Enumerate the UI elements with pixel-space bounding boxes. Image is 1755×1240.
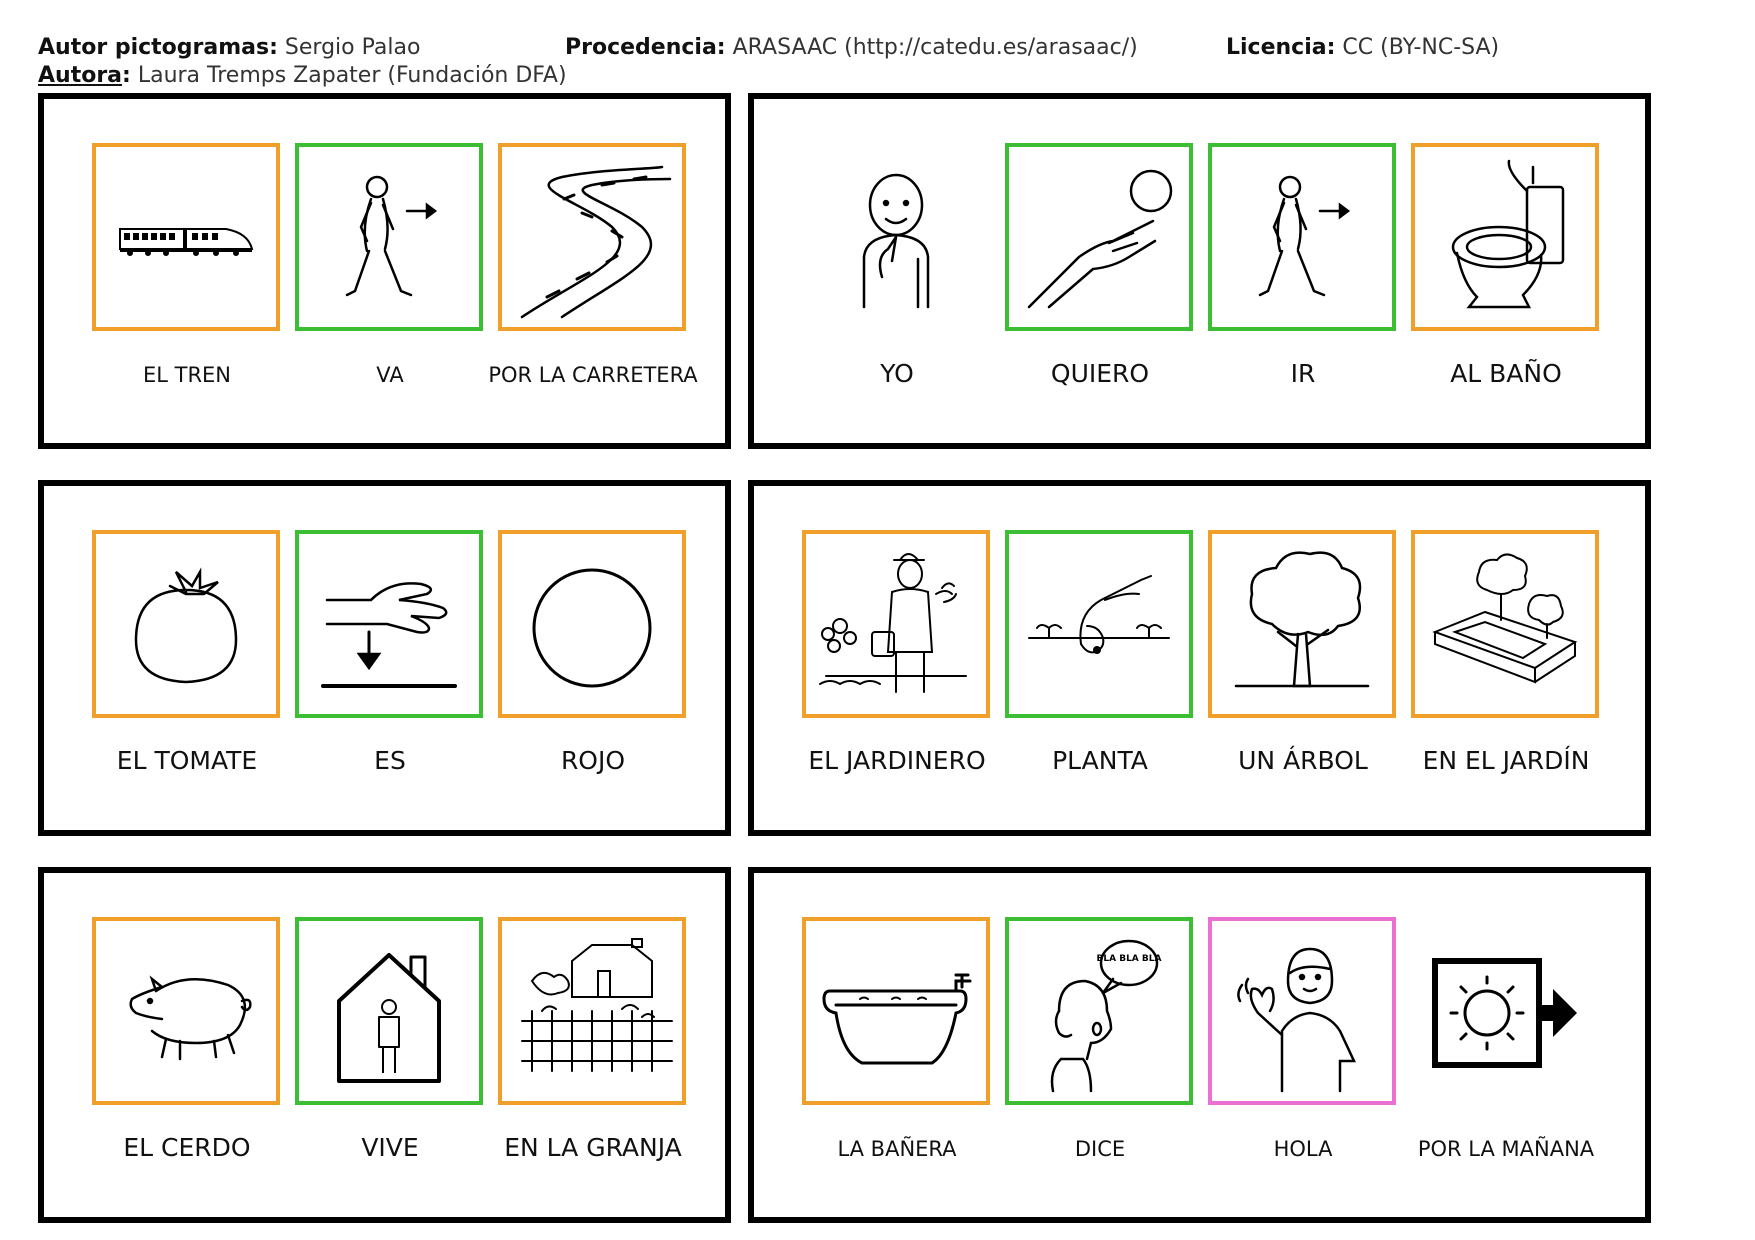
gardener-icon	[806, 534, 986, 714]
walk-icon	[299, 147, 479, 327]
source-label: Procedencia:	[565, 35, 726, 60]
pictogram-card	[498, 143, 686, 331]
pictogram-card	[802, 917, 990, 1105]
author-value: Sergio Palao	[284, 35, 421, 60]
pictogram-card	[295, 143, 483, 331]
word-label: HOLA	[1273, 1137, 1333, 1161]
toilet-icon	[1415, 147, 1595, 327]
pictogram-card	[92, 917, 280, 1105]
word-label: LA BAÑERA	[837, 1137, 957, 1161]
word-label: EN LA GRANJA	[504, 1133, 682, 1162]
sentence-panel-3	[38, 480, 731, 836]
pictogram-card	[1208, 530, 1396, 718]
pictogram-card	[1208, 143, 1396, 331]
word-label: YO	[880, 359, 914, 388]
pictogram-card	[802, 530, 990, 718]
word-label: UN ÁRBOL	[1238, 746, 1368, 775]
house-icon	[299, 921, 479, 1101]
pig-icon	[96, 921, 276, 1101]
sentence-panel-1	[38, 93, 731, 449]
pictogram-card	[92, 143, 280, 331]
tomato-icon	[96, 534, 276, 714]
author-label: Autor pictogramas:	[38, 35, 278, 60]
authoress-colon: :	[122, 63, 131, 88]
sentence-panel-5	[38, 867, 731, 1223]
pictogram-card	[295, 917, 483, 1105]
hello-icon	[1212, 921, 1392, 1101]
word-label: VIVE	[361, 1133, 419, 1162]
word-label: EL JARDINERO	[808, 746, 986, 775]
sentence-panel-2	[748, 93, 1651, 449]
pictogram-card	[1411, 917, 1599, 1105]
pictogram-card	[1411, 143, 1599, 331]
pictogram-card	[1005, 530, 1193, 718]
me-icon	[806, 147, 986, 327]
word-label: ES	[374, 746, 406, 775]
word-label: POR LA MAÑANA	[1417, 1137, 1595, 1161]
sentence-panel-6	[748, 867, 1651, 1223]
bathtub-icon	[806, 921, 986, 1101]
sentence-panel-4	[748, 480, 1651, 836]
word-label: DICE	[1074, 1137, 1126, 1161]
road-icon	[502, 147, 682, 327]
authoress-label: Autora	[38, 63, 123, 88]
word-label: PLANTA	[1052, 746, 1148, 775]
go-icon	[1212, 147, 1392, 327]
pictogram-card	[1005, 143, 1193, 331]
is-icon	[299, 534, 479, 714]
speech-bubble-text: BLA BLA BLA	[1096, 954, 1162, 964]
pictogram-card	[295, 530, 483, 718]
farm-icon	[502, 921, 682, 1101]
pictogram-card	[498, 530, 686, 718]
pictogram-card	[1005, 917, 1193, 1105]
word-label: EL CERDO	[123, 1133, 251, 1162]
tree-icon	[1212, 534, 1392, 714]
want-icon	[1009, 147, 1189, 327]
license-value: CC (BY-NC-SA)	[1342, 35, 1500, 60]
speak-icon	[1009, 921, 1189, 1101]
morning-icon	[1415, 921, 1595, 1101]
pictogram-card	[92, 530, 280, 718]
source-value: ARASAAC (http://catedu.es/arasaac/)	[732, 35, 1138, 60]
word-label: AL BAÑO	[1450, 359, 1562, 388]
pictogram-card	[802, 143, 990, 331]
train-icon	[96, 147, 276, 327]
word-label: ROJO	[560, 746, 626, 775]
word-label: POR LA CARRETERA	[488, 363, 698, 387]
plant-icon	[1009, 534, 1189, 714]
pictogram-card	[498, 917, 686, 1105]
word-label: QUIERO	[1050, 359, 1150, 388]
word-label: IR	[1290, 359, 1316, 388]
word-label: EN EL JARDÍN	[1422, 746, 1590, 775]
pictogram-card	[1208, 917, 1396, 1105]
word-label: EL TOMATE	[116, 746, 258, 775]
credits-header	[38, 34, 1638, 90]
authoress-value: Laura Tremps Zapater (Fundación DFA)	[137, 63, 567, 88]
word-label: VA	[376, 363, 404, 387]
pictogram-card	[1411, 530, 1599, 718]
word-label: EL TREN	[142, 363, 232, 387]
circle-icon	[502, 534, 682, 714]
license-label: Licencia:	[1226, 35, 1336, 60]
garden-icon	[1415, 534, 1595, 714]
